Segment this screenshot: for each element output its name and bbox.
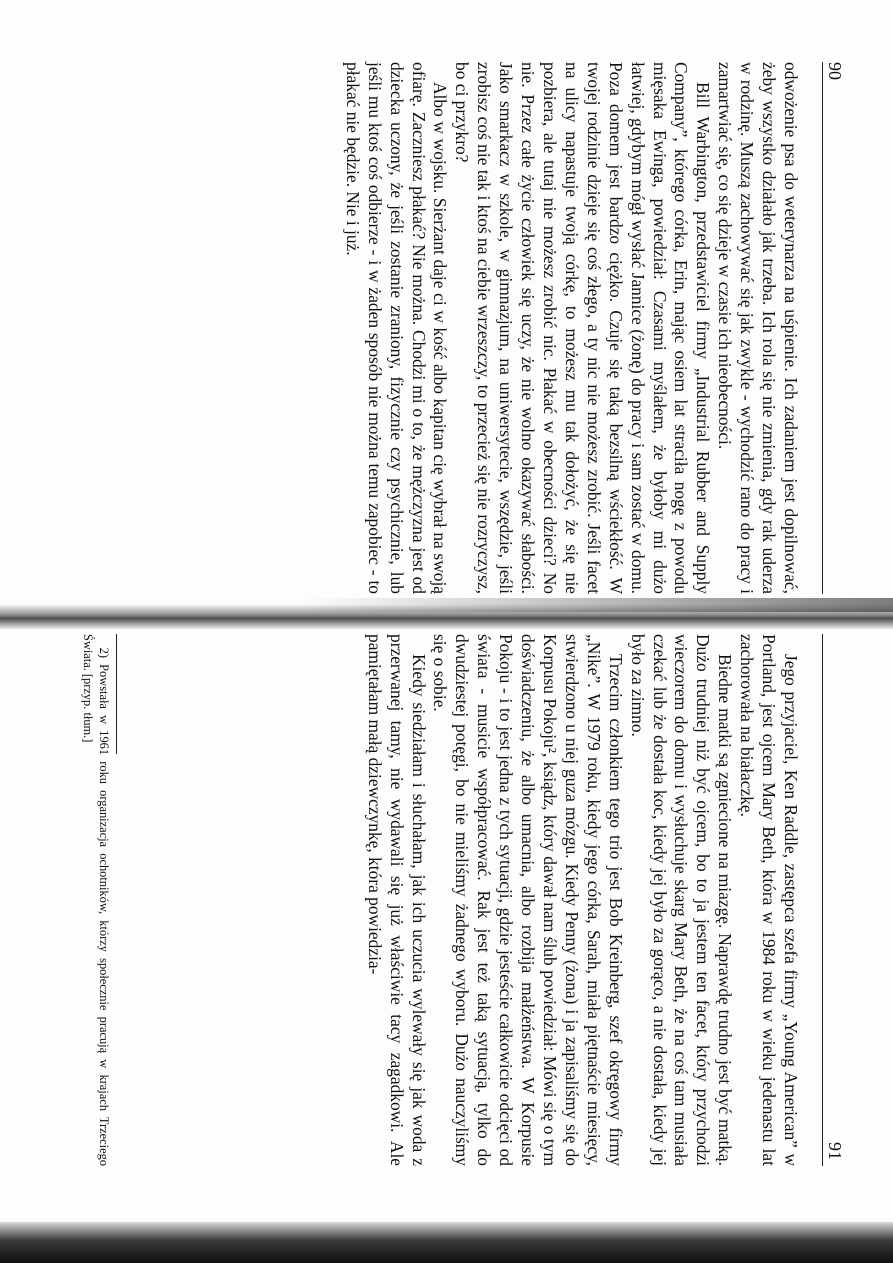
paragraph: odwożenie psa do weterynarza na uśpienie. Ich zadaniem jest dopilnować, żeby wszystko działało jak trzeba. Ich rola się nie zmienia, gdy rak uderza w rodzinę. Muszą zachowywać się jak zwykle - wychodzić rano do pracy i zamartwiać się, co się dzieje w czasie ich nieobecności.: [715, 62, 801, 594]
page-number-left: 90: [825, 62, 845, 80]
header-rule-right: [822, 634, 823, 1166]
page-number-right: 91: [825, 1142, 845, 1160]
left-page-body: [341, 62, 801, 594]
footnote-text: 2) Powstała w 1961 roku organizacja ochotników, którzy społecznie pracują w krajach Trzeciego Świata. [przyp. tłum.]: [81, 634, 111, 1166]
paragraph: Bill Warbington, przedstawiciel firmy „Industrial Rubber and Supply Company”, którego córka, Erin, mając osiem lat straciła nogę z powodu mięsaka Ewinga, powiedział: Czasami myślałem, że byłoby mi dużo łatwiej, gdybym mógł wysłać Jannice (żonę) do pracy i sam zostać w domu. Poza domem jest bardzo ciężko. Czuje się taką bezsilną wściekłość. W twojej rodzinie dzieje się coś złego, a ty nic nie możesz zrobić. Jeśli facet na ulicy napastuje twoją córkę, to możesz mu tak dołożyć, że się nie pozbiera, ale tutaj nie możesz zrobić nic. Płakać w obecności dzieci? No nie. Przez całe życie człowiek się uczy, że nie wolno okazywać słabości. Jako smarkacz w szkole, w gimnazjum, na uniwersytecie, wszędzie, jeśli zrobisz coś nie tak i ktoś na ciebie wrzeszczy, to przecież się nie rozryczysz, bo ci przykro?: [452, 62, 714, 594]
paragraph: Jego przyjaciel, Ken Raddle, zastępca szefa firmy „Young American” w Portland, jest ojcem Mary Beth, która w 1984 roku w wieku jedenastu lat zachorowała na białaczkę.: [737, 634, 801, 1166]
right-page: [81, 634, 845, 1166]
footnote: [80, 634, 111, 1166]
scanner-edge-band: [0, 1222, 893, 1263]
left-page: [85, 62, 845, 594]
right-page-body: [363, 634, 801, 1166]
paragraph: Trzecim członkiem tego trio jest Bob Kreinberg, szef okręgowy firmy „Nike”. W 1979 roku, kiedy jego córka, Sarah, miała piętnaście miesięcy, stwierdzono u niej guza mózgu. Kiedy Penny (żona) i ja zapisaliśmy się do Korpusu Pokoju², ksiądz, który dawał nam ślub powiedział: Mówi się o tym doświadczeniu, że albo umacnia, albo rozbija małżeństwa. W Korpusie Pokoju - i to jest jedna z tych sytuacji, gdzie jesteście całkowicie odcięci od świata - musicie współpracować. Rak jest też taką sytuacją, tylko do dwudziestej potęgi, bo nie mieliśmy żadnego wyboru. Dużo nauczyliśmy się o sobie.: [430, 634, 626, 1166]
footnote-rule: [116, 634, 117, 754]
paragraph: Kiedy siedziałam i słuchałam, jak ich uczucia wylewały się jak woda z przerwanej tamy, nie wydawali się już właściwie tacy zagadkowi. Ale pamiętałam małą dziewczynkę, która powiedzia-: [364, 634, 429, 1166]
paragraph: Biedne matki są zgniecione na miazgę. Naprawdę trudno jest być matką. Dużo trudniej niż być ojcem, bo to ja jestem ten facet, który przychodzi wieczorem do domu i wysłuchuje skarg Mary Beth, że na coś tam musiała czekać lub że dostała koc, kiedy jej było za gorąco, a nie dostała, kiedy jej było za zimno.: [627, 634, 736, 1166]
paragraph: Albo w wojsku. Sierżant daje ci w kość albo kapitan cię wybrał na swoją ofiarę. Zaczniesz płakać? Nie można. Chodzi mi o to, że mężczyzna jest od dziecka uczony, że jeśli zostanie zraniony, fizycznie czy psychicznie, lub jeśli mu ktoś coś odbierze - i w żaden sposób nie można temu zapobiec - to płakać nie będzie. Nie i już.: [342, 62, 451, 594]
book-gutter-shadow-edge: [300, 598, 893, 612]
header-rule-left: [822, 62, 823, 594]
